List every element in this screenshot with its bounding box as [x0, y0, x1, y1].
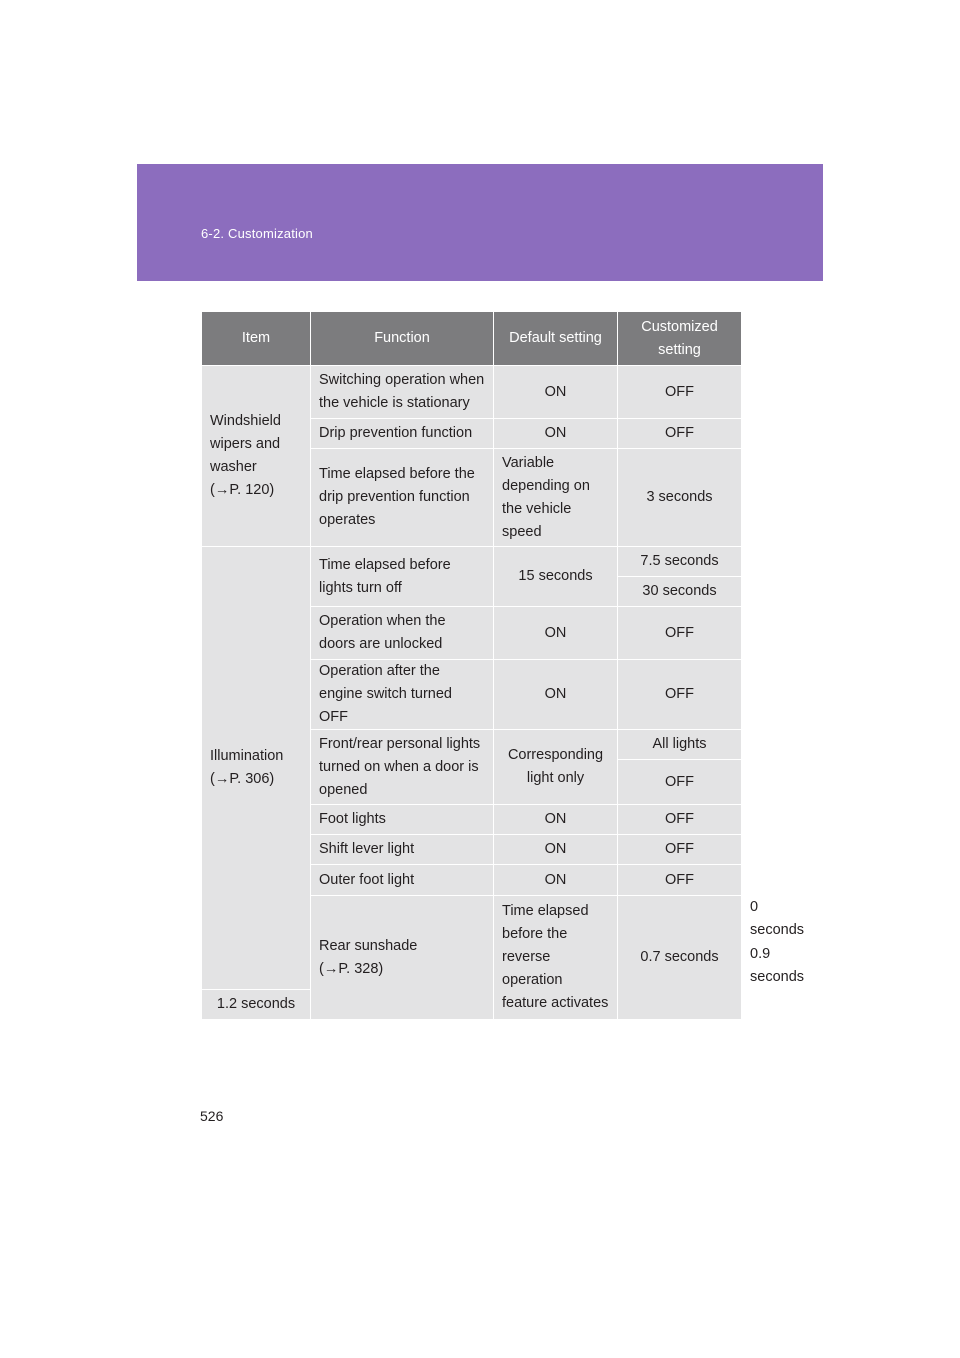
item-label: wipers and	[210, 436, 281, 452]
default-cell: ON	[494, 865, 618, 896]
table-row: 0.9 seconds	[750, 946, 805, 985]
function-cell: Operation when the doors are unlocked	[311, 607, 494, 660]
page-reference: (→P. 120)	[210, 482, 275, 498]
custom-cell: OFF	[618, 835, 742, 865]
function-cell: Time elapsed before the reverse operation feature activates	[494, 896, 618, 1020]
custom-cell: OFF	[618, 419, 742, 449]
default-cell: ON	[494, 366, 618, 419]
default-cell: Corresponding light only	[494, 730, 618, 805]
default-cell: 15 seconds	[494, 547, 618, 607]
function-cell: Front/rear personal lights turned on when a door is opened	[311, 730, 494, 805]
function-cell: Outer foot light	[311, 865, 494, 896]
custom-cell: OFF	[618, 760, 742, 805]
table-header-row	[202, 312, 742, 366]
header-band	[137, 164, 823, 281]
item-label: washer	[210, 459, 257, 475]
custom-cell: OFF	[618, 366, 742, 419]
custom-cell: OFF	[618, 865, 742, 896]
custom-cell: 30 seconds	[618, 577, 742, 607]
custom-cell: 3 seconds	[618, 449, 742, 547]
item-label: Windshield	[210, 413, 281, 429]
custom-cell: OFF	[618, 607, 742, 660]
item-label: Rear sunshade	[319, 937, 418, 954]
table-row	[202, 547, 742, 577]
table-row: Rear sunshade (→P. 328) Time elapsed before the reverse operation feature activates 0.7 seconds 0 seconds	[202, 896, 742, 943]
custom-cell: 7.5 seconds	[618, 547, 742, 577]
function-cell: Time elapsed before lights turn off	[311, 547, 494, 607]
custom-cell: 1.2 seconds	[202, 990, 311, 1020]
default-cell: ON	[494, 835, 618, 865]
customization-table	[201, 311, 805, 1020]
column-header-function: Function	[311, 312, 494, 366]
default-cell: 0.7 seconds	[618, 896, 742, 1020]
item-cell-wipers	[202, 366, 311, 547]
table-row	[202, 366, 742, 419]
function-cell: Drip prevention function	[311, 419, 494, 449]
item-cell-sunshade	[311, 896, 494, 1020]
item-label: Illumination	[210, 748, 284, 764]
custom-cell: OFF	[618, 805, 742, 835]
custom-cell: OFF	[618, 660, 742, 730]
default-cell: ON	[494, 805, 618, 835]
default-cell: ON	[494, 419, 618, 449]
page-reference: (→P. 306)	[210, 771, 275, 787]
column-header-customized: Customized setting	[618, 312, 742, 366]
default-cell: Variable depending on the vehicle speed	[494, 449, 618, 547]
column-header-default: Default setting	[494, 312, 618, 366]
default-cell: ON	[494, 660, 618, 730]
function-cell: Switching operation when the vehicle is stationary	[311, 366, 494, 419]
page-reference: (→P. 328)	[319, 960, 384, 977]
function-cell: Shift lever light	[311, 835, 494, 865]
column-header-item: Item	[202, 312, 311, 366]
function-cell: Foot lights	[311, 805, 494, 835]
item-cell-illumination	[202, 547, 311, 990]
page-number: 526	[200, 1108, 224, 1124]
default-cell: ON	[494, 607, 618, 660]
custom-cell: All lights	[618, 730, 742, 760]
function-cell: Time elapsed before the drip prevention function operates	[311, 449, 494, 547]
section-title: 6-2. Customization	[201, 226, 313, 241]
function-cell: Operation after the engine switch turned OFF	[311, 660, 494, 730]
